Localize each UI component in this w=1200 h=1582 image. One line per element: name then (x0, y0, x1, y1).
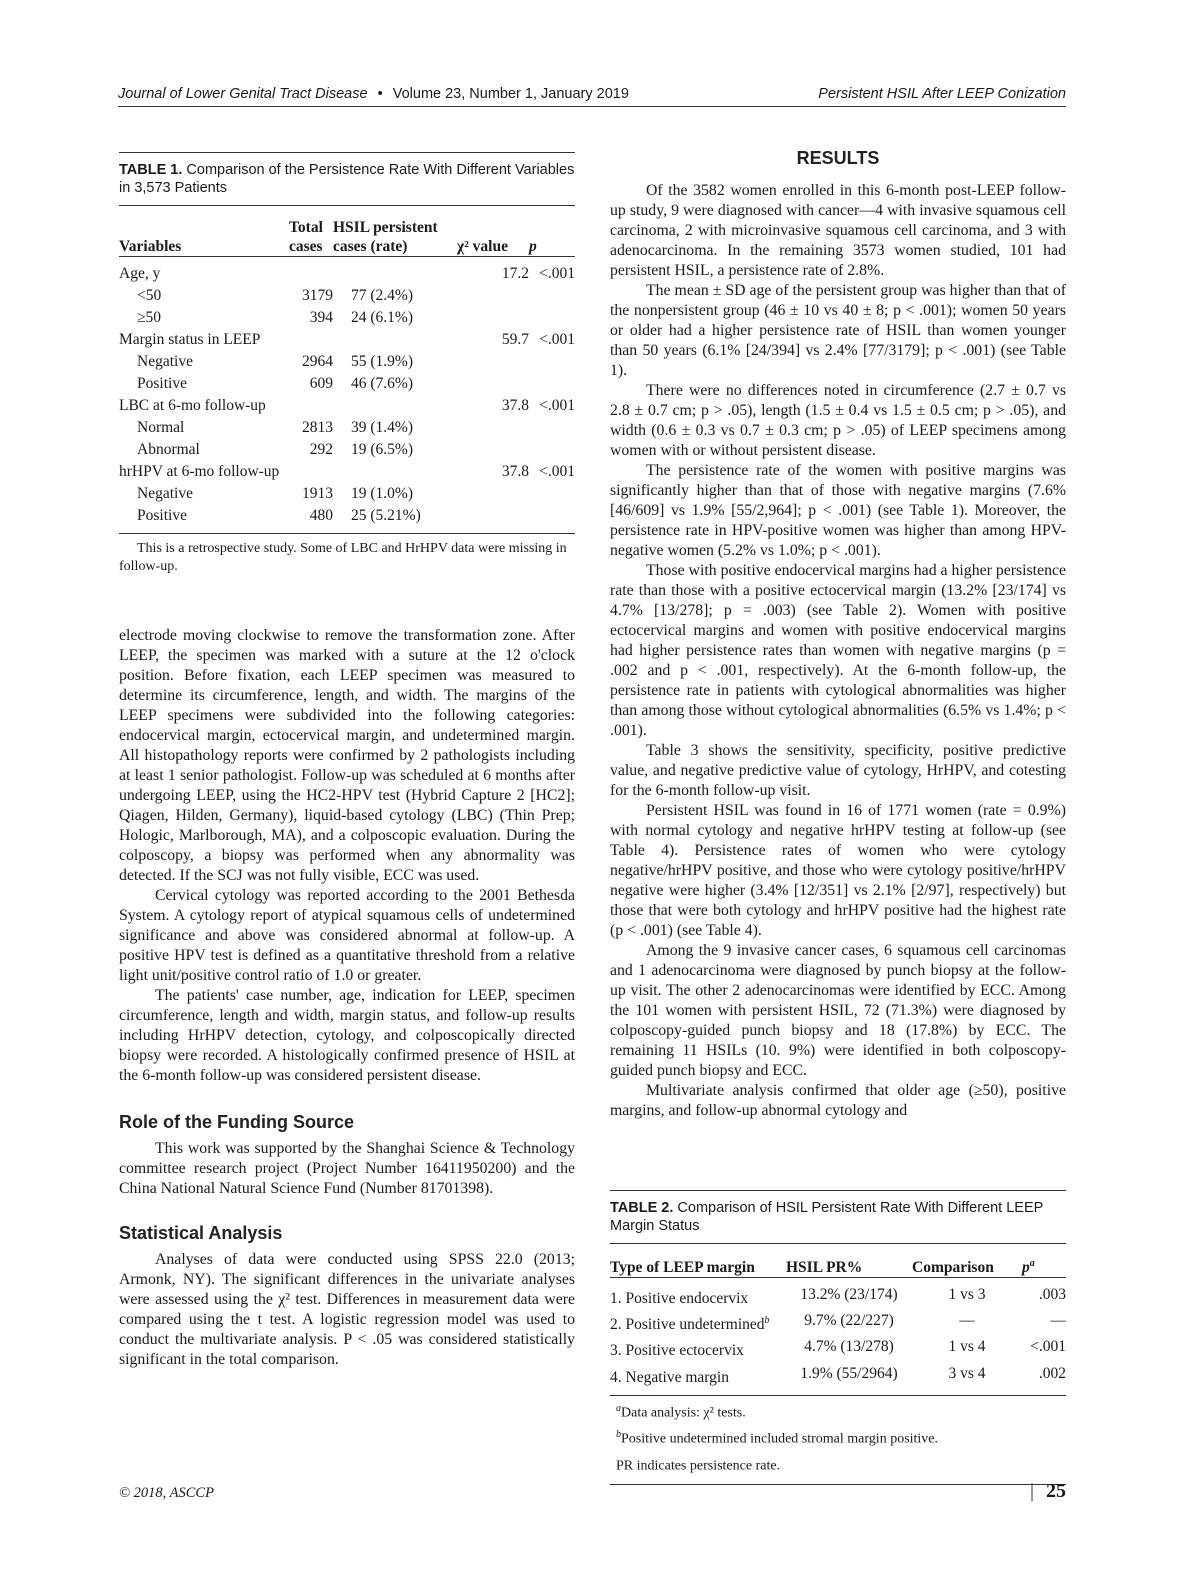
table2-cell-pr: 9.7% (22/227) (804, 1312, 894, 1330)
table2-cell-p: .003 (1038, 1286, 1066, 1304)
table1-cell-hsil: 19 (1.0%) (351, 485, 413, 502)
table1-row (119, 483, 575, 505)
journal-issue: Volume 23, Number 1, January 2019 (392, 86, 629, 102)
table1-cell-variable: Normal (137, 419, 185, 436)
table1-cell-variable: Negative (137, 485, 193, 502)
journal-citation (118, 86, 629, 102)
table1-cell-chi2 (457, 373, 529, 395)
table1-cell-total: 3179 (302, 287, 333, 304)
results-paragraph-8: Among the 9 invasive cancer cases, 6 squamous cell carcinomas and 1 adenocarcinoma were diagnosed by punch biopsy at the follow-up visit. The other 2 adenocarcinomas were identified by ECC. Among the 101 women with persistent HSIL, 72 (71.3%) were diagnosed by colposcopy-guided punch biopsy and 18 (17.8%) by ECC. The remaining 11 HSILs (10. 9%) were identified in both colposcopy-guided punch biopsy and ECC. (610, 942, 1066, 1079)
table2-caption (610, 1190, 1066, 1243)
table2-cell-type: 4. Negative margin (610, 1368, 729, 1386)
table1-cell-hsil: 25 (5.21%) (351, 507, 421, 524)
table1-cell-variable: LBC at 6-mo follow-up (119, 397, 266, 414)
table1-cell-total (289, 461, 333, 483)
copyright: © 2018, ASCCP (119, 1485, 214, 1501)
page-bar: | (1029, 1480, 1034, 1502)
table1-cell-chi2 (457, 505, 529, 527)
table1-row (119, 461, 575, 483)
table2-cell-comparison: 1 vs 4 (948, 1338, 986, 1356)
table1-col-chi2: χ² value (457, 238, 508, 255)
statistics-heading: Statistical Analysis (119, 1223, 283, 1243)
table1-cell-variable: hrHPV at 6-mo follow-up (119, 463, 280, 480)
methods-paragraph-3: The patients' case number, age, indication for LEEP, specimen circumference, length and width, margin status, and follow-up results including HrHPV detection, cytology, and colposcopically directed biopsy were recorded. A histologically confirmed presence of HSIL at the 6-month follow-up was considered persistent disease. (119, 987, 575, 1084)
results-paragraph-5: Those with positive endocervical margins had a higher persistence rate than those with a positive ectocervical margin (13.2% [23/174] vs 4.7% [13/278]; p = .003) (see Table 2). Women with positive ectocervical margins and women with positive endocervical margins had higher persistence rates than women with negative margins (p = .002 and p < .001, respectively). At the 6-month follow-up, the persistence rate in patients with cytological abnormalities was higher than among those without cytological abnormalities (6.5% vs 1.4%; p < .001). (610, 562, 1066, 739)
table2-col-comparison: Comparison (912, 1259, 994, 1277)
table1-cell-chi2 (457, 285, 529, 307)
table1-col-hsil: HSIL persistent cases (rate) (333, 219, 438, 255)
results-paragraph-1: Of the 3582 women enrolled in this 6-month post-LEEP follow-up study, 9 were diagnosed with cancer—4 with invasive squamous cell carcinoma, 2 with microinvasive squamous cell carcinoma, and 3 with adenocarcinoma. In the remaining 3573 women studied, 101 had persistent HSIL, a persistence rate of 2.8%. (610, 182, 1066, 279)
table2-row (610, 1278, 1066, 1311)
table1-cell-hsil (333, 257, 457, 286)
table1-cell-chi2 (457, 307, 529, 329)
results-paragraph-4: The persistence rate of the women with positive margins was significantly higher than that of those with negative margins (7.6% [46/609] vs 1.9% [55/2,964]; p < .001) (see Table 1). Moreover, the persistence rate in HPV-positive women was higher than among HPV-negative women (5.2% vs 1.0%; p < .001). (610, 462, 1066, 559)
table2-row (610, 1336, 1066, 1362)
table1-cell-variable: Positive (137, 507, 187, 524)
table1-cell-p (529, 483, 575, 505)
table1-cell-total: 2813 (302, 419, 333, 436)
table2-footnote: $^b$Positive undetermined included stromal margin positive. (616, 1429, 939, 1448)
table2-cell-p: .002 (1038, 1364, 1066, 1382)
table1-cell-p (529, 307, 575, 329)
results-paragraph-3: There were no differences noted in circumference (2.7 ± 0.7 vs 2.8 ± 0.7 cm; p > .05), length (1.5 ± 0.4 vs 1.5 ± 0.5 cm; p > .05), and width (0.6 ± 0.3 vs 0.7 ± 0.3 cm; p > .05) of LEEP specimens among women with or without persistent disease. (610, 382, 1066, 459)
table1-cell-chi2 (457, 351, 529, 373)
table1-cell-variable: Margin status in LEEP (119, 331, 261, 348)
statistics-text: Analyses of data were conducted using SPSS 22.0 (2013; Armonk, NY). The significant differences in the univariate analyses were assessed using the χ² test. Differences in measurement data were compared using the t test. A logistic regression model was used to conduct the multivariate analysis. P < .05 was considered statistically significant in the total comparison. (119, 1251, 575, 1368)
table1-cell-total: 1913 (302, 485, 333, 502)
methods-paragraph-2: Cervical cytology was reported according to the 2001 Bethesda System. A cytology report of atypical squamous cells of undetermined significance and above was considered abnormal at follow-up. A positive HPV test is defined as a quantitative threshold from a relative light unit/positive control ratio of 1.0 or greater. (119, 887, 575, 984)
table1-cell-p: <.001 (539, 463, 575, 480)
table1-row (119, 257, 575, 286)
table2-body (610, 1278, 1066, 1389)
table1-cell-variable: Abnormal (137, 441, 200, 458)
table1-cell-total: 292 (309, 441, 333, 458)
methods-text (119, 626, 575, 1370)
table2-cell-comparison: — (959, 1312, 975, 1330)
table1-row (119, 395, 575, 417)
table2 (610, 1190, 1066, 1485)
running-title: Persistent HSIL After LEEP Conization (818, 86, 1066, 102)
header-bullet: • (377, 86, 383, 102)
table1-body (119, 257, 575, 528)
table1-row (119, 505, 575, 527)
table1-cell-total (289, 329, 333, 351)
table1-cell-p: <.001 (539, 331, 575, 348)
table1-footnote: This is a retrospective study. Some of LBC and HrHPV data were missing in follow-up. (119, 541, 567, 574)
table1-cell-hsil (333, 461, 457, 483)
table1-row (119, 329, 575, 351)
table1-cell-variable: Negative (137, 353, 193, 370)
journal-name: Journal of Lower Genital Tract Disease (118, 86, 368, 102)
results-paragraph-9: Multivariate analysis confirmed that older age (≥50), positive margins, and follow-up abnormal cytology and (610, 1082, 1066, 1119)
table1-cell-total: 609 (309, 375, 333, 392)
table1-cell-variable: ≥50 (137, 309, 162, 326)
table1-col-total: Total cases (289, 219, 323, 255)
methods-paragraph-1: electrode moving clockwise to remove the transformation zone. After LEEP, the specimen was marked with a suture at the 12 o'clock position. Before fixation, each LEEP specimen was measured to determine its circumference, length, and width. The margins of the LEEP specimens were subdivided into the following categories: endocervical margin, ectocervical margin, and undetermined margin. All histopathology reports were confirmed by 2 pathologists including at least 1 senior pathologist. Follow-up was scheduled at 6 months after undergoing LEEP, using the HC2-HPV test (Hybrid Capture 2 [HC2]; Qiagen, Hilden, Germany), liquid-based cytology (LBC) (Thin Prep; Hologic, Marlborough, MA), and a colposcopic evaluation. During the colposcopy, a biopsy was performed when any abnormality was detected. If the SCJ was not fully visible, ECC was used. (119, 627, 575, 884)
table2-footnote: $^a$Data analysis: χ² tests. (616, 1402, 746, 1421)
table1-cell-total (289, 395, 333, 417)
table1-cell-hsil (333, 395, 457, 417)
table1-cell-chi2: 37.8 (501, 463, 529, 480)
table1-cell-p (529, 373, 575, 395)
table2-cell-pr: 13.2% (23/174) (800, 1286, 898, 1304)
table2-cell-comparison: 1 vs 3 (948, 1286, 986, 1304)
results-paragraph-7: Persistent HSIL was found in 16 of 1771 women (rate = 0.9%) with normal cytology and negative hrHPV testing at follow-up (see Table 4). Persistence rates of women who were cytology negative/hrHPV positive, and those who were cytology positive/hrHPV negative were higher (3.4% [12/351] vs 2.1% [2/97], respectively) but those that were both cytology and hrHPV positive had the highest rate (p < .001) (see Table 4). (610, 802, 1066, 939)
table2-grid (610, 1243, 1066, 1389)
table1-label: TABLE 1. (119, 162, 183, 178)
table1-row (119, 417, 575, 439)
table2-cell-comparison: 3 vs 4 (948, 1364, 986, 1382)
table2-label: TABLE 2. (610, 1200, 674, 1216)
table1-cell-hsil: 24 (6.1%) (351, 309, 413, 326)
table1-cell-variable: Positive (137, 375, 187, 392)
table1-caption (119, 152, 575, 205)
left-column (119, 152, 575, 1368)
table1-cell-chi2 (457, 417, 529, 439)
table1-cell-hsil: 19 (6.5%) (351, 441, 413, 458)
page-number-value: 25 (1046, 1480, 1066, 1502)
results-paragraph-2: The mean ± SD age of the persistent group was higher than that of the nonpersistent group (46 ± 10 vs 40 ± 8; p < .001); women 50 years or older had a higher persistence rate of HSIL than women younger than 50 years (6.1% [24/394] vs 2.4% [77/3179]; p < .001) (see Table 1). (610, 282, 1066, 379)
table1-col-variables: Variables (119, 238, 182, 255)
results-heading: RESULTS (796, 148, 880, 168)
table2-col-type: Type of LEEP margin (610, 1259, 755, 1277)
table1-cell-variable: <50 (137, 287, 162, 304)
table1-cell-p (529, 351, 575, 373)
results-paragraph-6: Table 3 shows the sensitivity, specificity, positive predictive value, and negative predictive value of cytology, HrHPV, and cotesting for the 6-month follow-up visit. (610, 742, 1066, 799)
table1-cell-chi2 (457, 439, 529, 461)
table1-cell-hsil (333, 329, 457, 351)
funding-text: This work was supported by the Shanghai Science & Technology committee research project (Project Number 16411950200) and the China National Natural Science Fund (Number 81701398). (119, 1140, 575, 1197)
table2-col-pr: HSIL PR% (786, 1259, 863, 1277)
table1-cell-p: <.001 (539, 397, 575, 414)
table1-cell-hsil: 46 (7.6%) (351, 375, 413, 392)
table1-cell-total (289, 257, 333, 286)
table1-cell-hsil: 77 (2.4%) (351, 287, 413, 304)
table1-cell-chi2: 59.7 (501, 331, 529, 348)
table2-title: Comparison of HSIL Persistent Rate With Different LEEP Margin Status (610, 1200, 1044, 1234)
table1-grid (119, 205, 575, 527)
table2-cell-type: 2. Positive undetermined$^b$ (610, 1315, 770, 1334)
table2-cell-pr: 4.7% (13/278) (804, 1338, 894, 1356)
table1-cell-total: 394 (309, 309, 333, 326)
page-number (1030, 1480, 1066, 1503)
table1-row (119, 373, 575, 395)
table1-cell-total: 2964 (302, 353, 333, 370)
table1-cell-total: 480 (309, 507, 333, 524)
table1-cell-p (529, 505, 575, 527)
funding-heading: Role of the Funding Source (119, 1112, 354, 1132)
table1-cell-p (529, 417, 575, 439)
table1-row (119, 351, 575, 373)
table1-cell-hsil: 39 (1.4%) (351, 419, 413, 436)
table1-title: Comparison of the Persistence Rate With Different Variables in 3,573 Patients (119, 162, 575, 196)
table1-cell-hsil: 55 (1.9%) (351, 353, 413, 370)
table2-col-p: $p^a$ (1022, 1258, 1035, 1277)
table1-cell-chi2: 17.2 (501, 265, 529, 282)
table1-row (119, 439, 575, 461)
table1-cell-variable: Age, y (119, 265, 161, 282)
table1-cell-chi2 (457, 483, 529, 505)
table1-row (119, 307, 575, 329)
right-column (610, 148, 1066, 1121)
table2-cell-type: 1. Positive endocervix (610, 1290, 749, 1308)
table2-cell-type: 3. Positive ectocervix (610, 1342, 744, 1360)
table2-footnotes (610, 1398, 1066, 1478)
table1 (119, 152, 575, 576)
table1-cell-p (529, 285, 575, 307)
table2-cell-pr: 1.9% (55/2964) (800, 1364, 898, 1382)
table1-cell-chi2: 37.8 (501, 397, 529, 414)
table1-cell-p: <.001 (539, 265, 575, 282)
table2-cell-p: <.001 (1030, 1338, 1066, 1356)
table1-row (119, 285, 575, 307)
table2-cell-p: — (1050, 1312, 1066, 1330)
table1-col-p: p (529, 238, 537, 255)
table2-row (610, 1310, 1066, 1336)
table2-row (610, 1363, 1066, 1389)
running-header (118, 86, 1066, 107)
table2-footnote: PR indicates persistence rate. (616, 1458, 781, 1474)
table1-cell-p (529, 439, 575, 461)
